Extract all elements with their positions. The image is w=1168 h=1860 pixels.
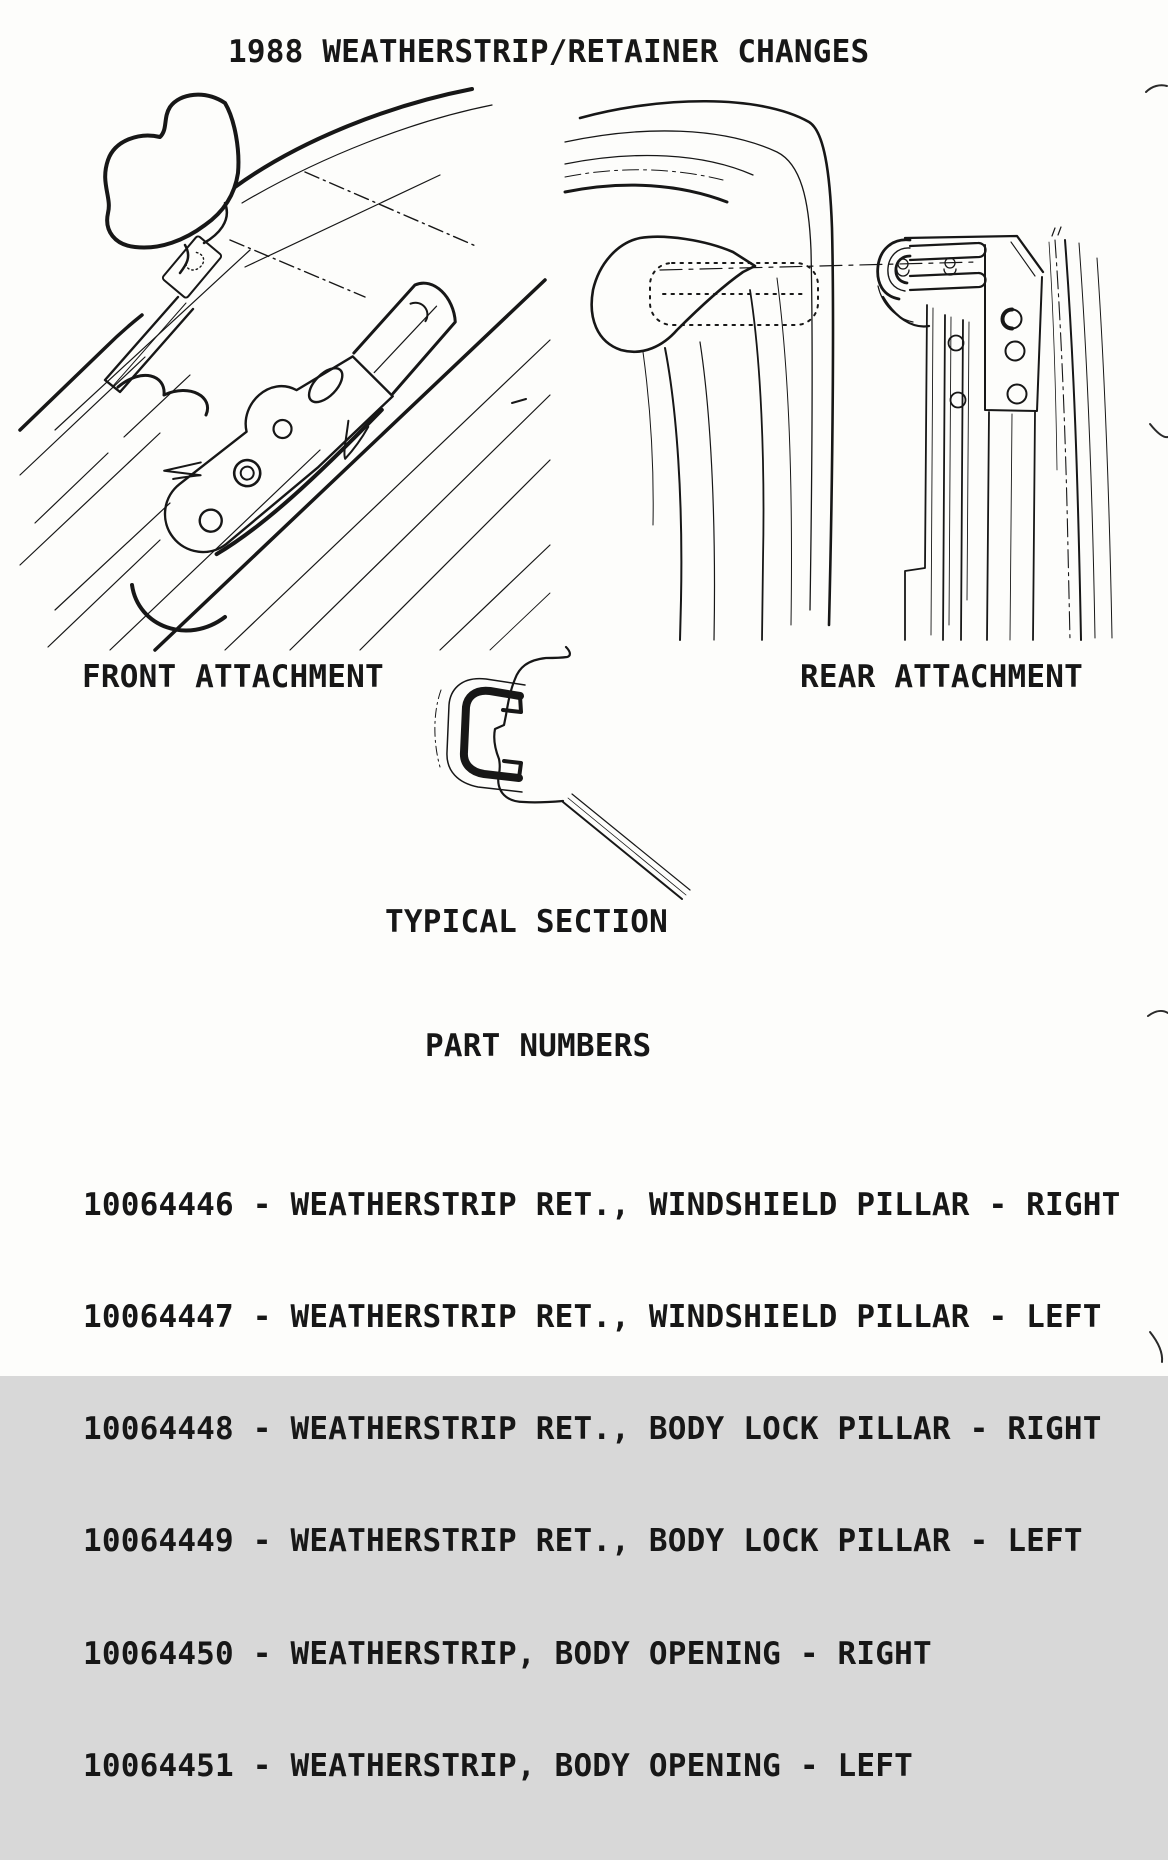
windshield-pillar-lines <box>20 89 492 610</box>
rear-attachment-caption: REAR ATTACHMENT <box>800 659 1083 695</box>
part-row: 10064451 - WEATHERSTRIP, BODY OPENING - LEFT <box>83 1747 913 1784</box>
part-row: 10064446 - WEATHERSTRIP RET., WINDSHIELD PILLAR - RIGHT <box>83 1186 1121 1223</box>
weatherstrip-end-wedge <box>592 237 818 352</box>
part-row: 10064447 - WEATHERSTRIP RET., WINDSHIELD PILLAR - LEFT <box>83 1299 1102 1336</box>
quarter-panel-lines <box>1049 227 1112 640</box>
typical-section-caption: TYPICAL SECTION <box>385 904 668 940</box>
part-row: 10064448 - WEATHERSTRIP RET., BODY LOCK PILLAR - RIGHT <box>83 1411 1102 1448</box>
retainer-strip <box>105 297 193 392</box>
weatherstrip-channel-section <box>435 679 525 792</box>
part-numbers-heading: PART NUMBERS <box>425 1028 652 1064</box>
part-row: 10064450 - WEATHERSTRIP, BODY OPENING - RIGHT <box>83 1635 932 1672</box>
front-attachment-caption: FRONT ATTACHMENT <box>82 659 384 695</box>
front-attachment-figure <box>20 85 550 650</box>
sail-panel-lines <box>565 101 833 625</box>
rear-attachment-figure <box>565 80 1168 655</box>
part-row: 10064449 - WEATHERSTRIP RET., BODY LOCK PILLAR - LEFT <box>83 1523 1083 1560</box>
pinchweld-flange <box>563 794 690 899</box>
phantom-glass-line <box>230 172 478 297</box>
rocker-lines <box>48 280 550 650</box>
typical-section-figure <box>420 640 710 905</box>
lock-pillar-lines <box>643 278 791 640</box>
rear-retainer-bracket <box>878 236 1043 640</box>
parts-list <box>83 1112 1121 1860</box>
page-title: 1988 WEATHERSTRIP/RETAINER CHANGES <box>228 34 870 70</box>
weatherstrip-blob <box>105 95 238 273</box>
weatherstrip-lip-wave <box>118 375 208 415</box>
